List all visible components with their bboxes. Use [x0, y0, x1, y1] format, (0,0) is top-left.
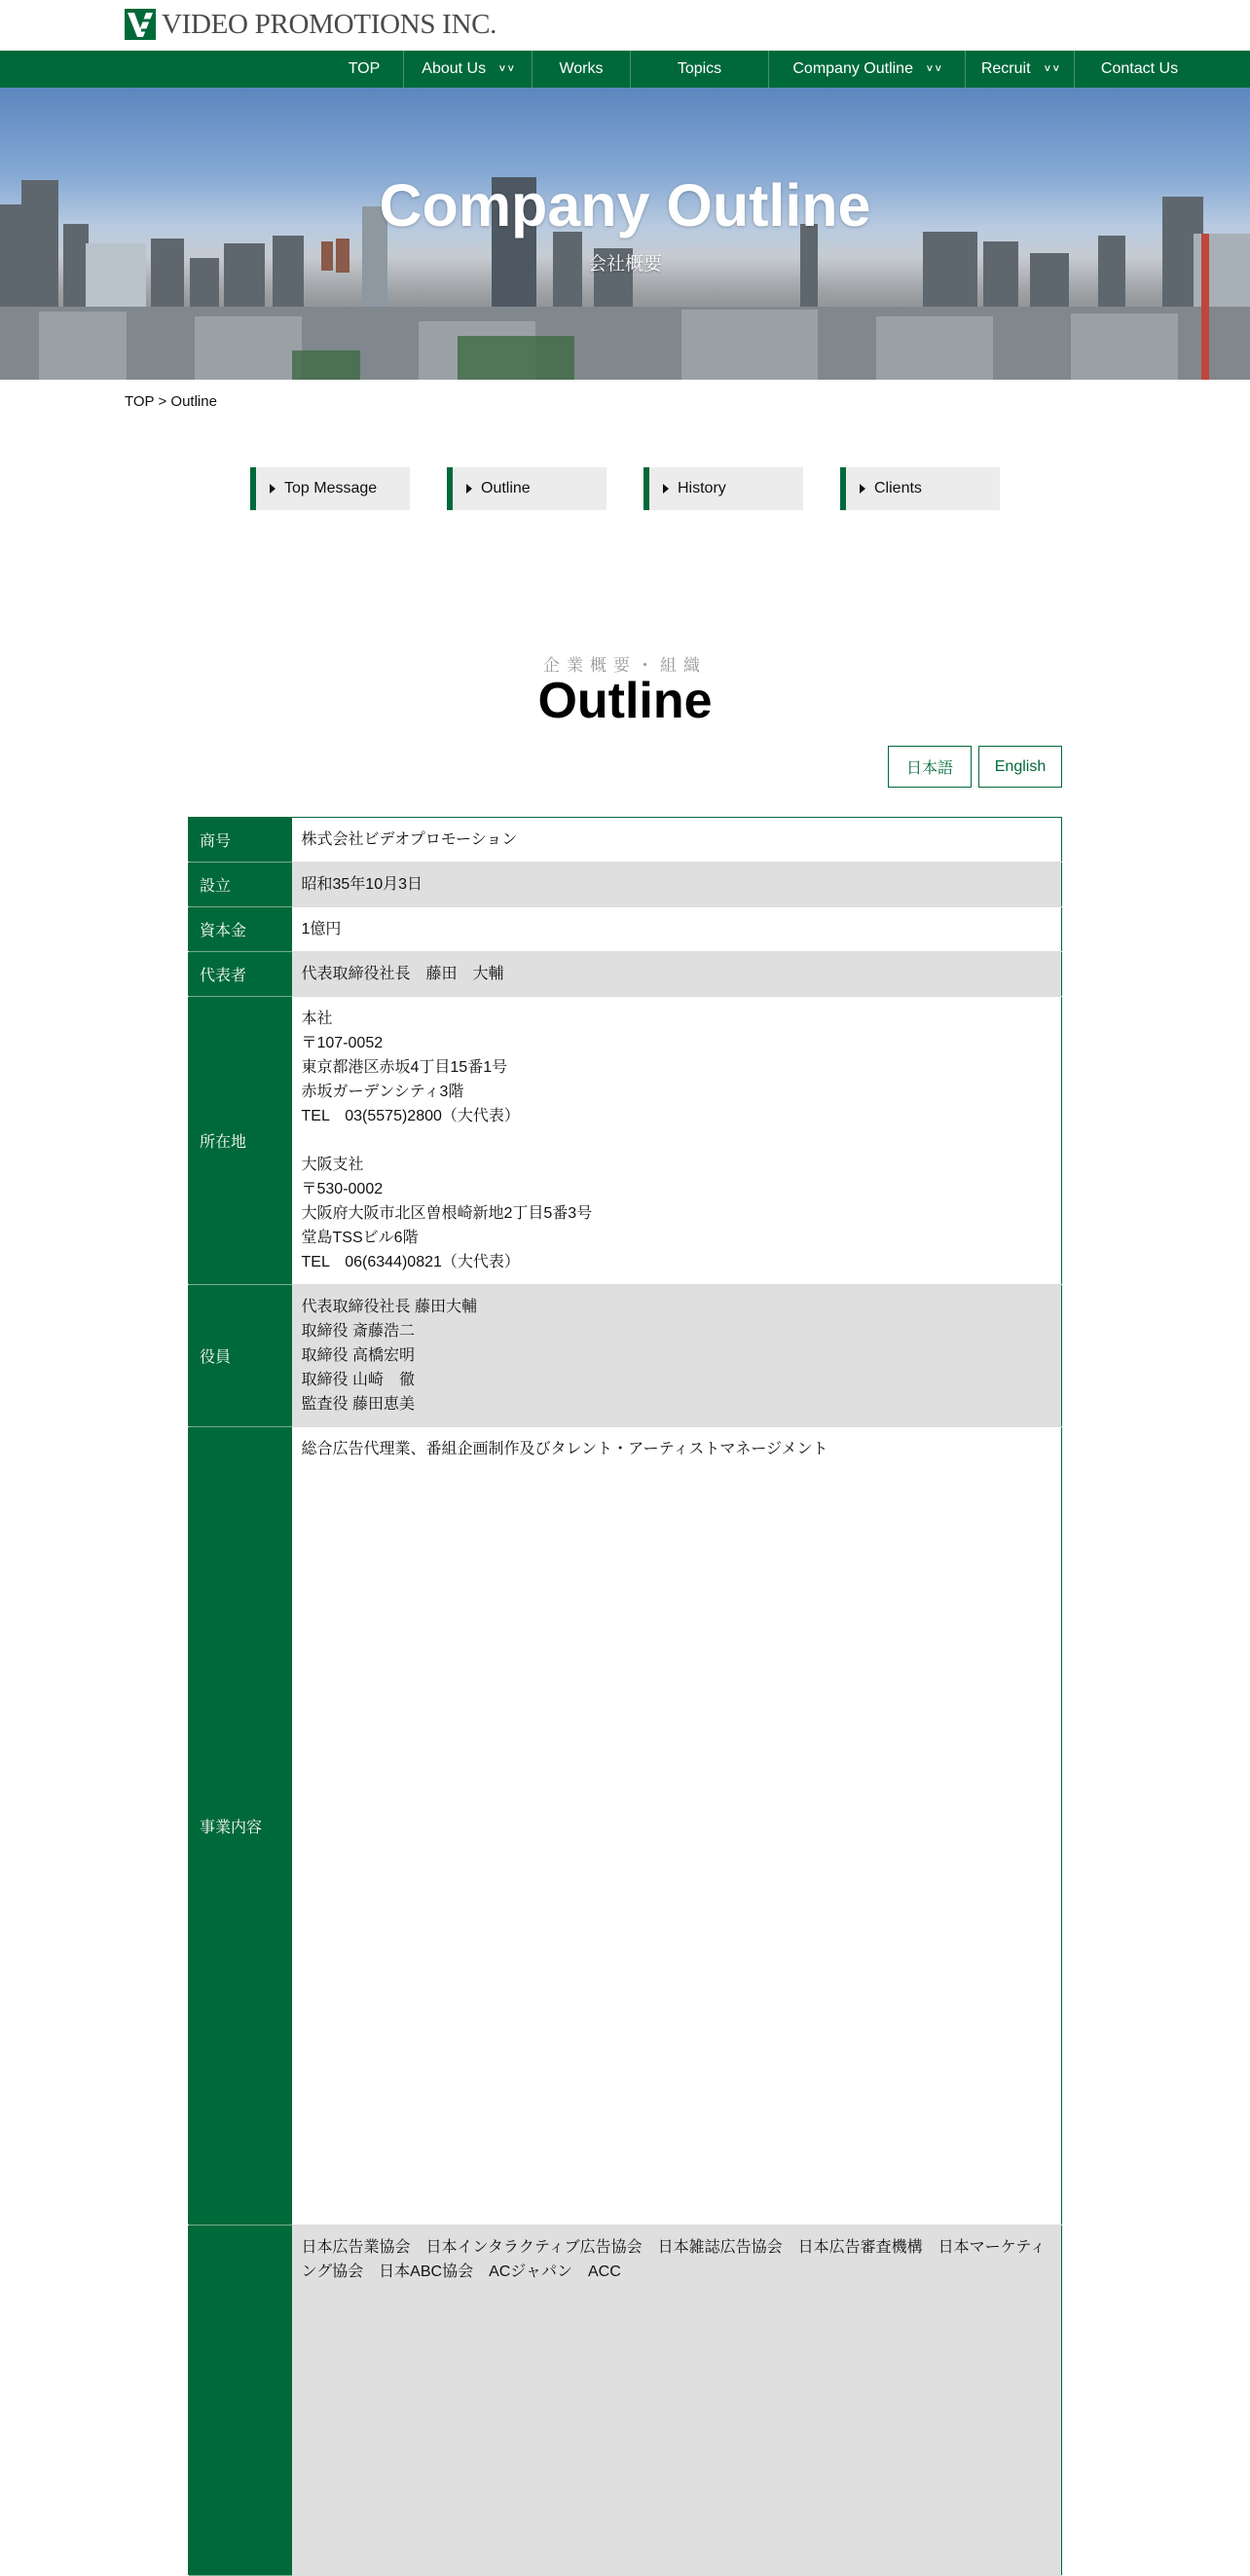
- triangle-right-icon: [663, 484, 669, 494]
- subnav-item-label: Top Message: [284, 480, 378, 497]
- nav-item-label: About Us: [422, 60, 487, 77]
- row-label: 役員: [189, 1285, 292, 1427]
- row-value: [292, 952, 1062, 997]
- nav-item-about-us[interactable]: [403, 51, 532, 88]
- subnav-item-history[interactable]: [643, 467, 803, 510]
- value-line: 〒530-0002: [301, 1181, 384, 1197]
- value-line: 監査役 藤田恵美: [301, 1396, 415, 1413]
- row-label: 商号: [189, 818, 292, 863]
- section-title: Outline: [537, 673, 713, 729]
- double-chevron-down-icon: ∨∨: [1043, 63, 1060, 74]
- hero-subtitle: 会社概要: [587, 254, 662, 275]
- row-value: [292, 907, 1062, 952]
- value-line: 大阪府大阪市北区曽根崎新地2丁目5番3号: [301, 1205, 593, 1222]
- row-value: [292, 2226, 1062, 2576]
- value-line: 〒107-0052: [301, 1035, 384, 1051]
- triangle-right-icon: [466, 484, 472, 494]
- value-line: 堂島TSSビル6階: [301, 1230, 419, 1246]
- double-chevron-down-icon: ∨∨: [925, 63, 943, 74]
- table-row: [189, 863, 1062, 907]
- row-label: 代表者: [189, 952, 292, 997]
- nav-item-works[interactable]: [532, 51, 630, 88]
- company-outline-table: [188, 817, 1062, 2576]
- row-value: [292, 863, 1062, 907]
- value-line: 日本広告業協会 日本インタラクティブ広告協会 日本雑誌広告協会 日本広告審査機構 日本マーケティング協会 日本ABC協会 ACジャパン ACC: [301, 2239, 1046, 2280]
- nav-item-label: Works: [559, 60, 604, 77]
- table-row: [189, 818, 1062, 863]
- subnav-item-label: Clients: [874, 480, 922, 497]
- breadcrumb-current: Outline: [170, 393, 217, 410]
- breadcrumb: [125, 393, 217, 410]
- row-label: [189, 2226, 292, 2576]
- triangle-right-icon: [860, 484, 865, 494]
- main-nav: [0, 51, 1250, 88]
- table-row: [189, 907, 1062, 952]
- value-line: 総合広告代理業、番組企画制作及びタレント・アーティストマネージメント: [301, 1441, 828, 1457]
- value-line: 大阪支社: [301, 1157, 364, 1173]
- row-label: 事業内容: [189, 1427, 292, 2226]
- language-japanese-button[interactable]: 日本語: [888, 746, 972, 788]
- breadcrumb-home-link[interactable]: TOP: [125, 393, 155, 410]
- value-line: 取締役 山崎 徹: [301, 1372, 415, 1388]
- subnav-item-outline[interactable]: [447, 467, 607, 510]
- row-label: 所在地: [189, 997, 292, 1285]
- subnav-item-clients[interactable]: [840, 467, 1000, 510]
- row-value: [292, 1427, 1062, 2226]
- table-row: [189, 2226, 1062, 2576]
- value-line: 昭和35年10月3日: [301, 876, 423, 893]
- site-logo[interactable]: [125, 9, 496, 40]
- table-row: [189, 1427, 1062, 2226]
- triangle-right-icon: [270, 484, 276, 494]
- value-line: 代表取締役社長 藤田大輔: [301, 1299, 477, 1315]
- outline-subnav: [0, 467, 1250, 510]
- breadcrumb-separator: >: [158, 393, 167, 410]
- subnav-item-top-message[interactable]: [250, 467, 410, 510]
- hero-banner: [0, 88, 1250, 380]
- table-row: [189, 997, 1062, 1285]
- value-line: 赤坂ガーデンシティ3階: [301, 1084, 464, 1100]
- row-value: [292, 1285, 1062, 1427]
- nav-item-top[interactable]: [325, 51, 403, 88]
- row-label: 資本金: [189, 907, 292, 952]
- nav-item-label: Company Outline: [792, 60, 913, 77]
- hero-title: Company Outline: [379, 172, 871, 239]
- logo-text: VIDEO PROMOTIONS INC.: [162, 9, 497, 40]
- value-line: 東京都港区赤坂4丁目15番1号: [301, 1059, 508, 1076]
- value-line: 取締役 斎藤浩二: [301, 1323, 415, 1340]
- nav-item-label: Contact Us: [1100, 60, 1179, 77]
- row-label: 設立: [189, 863, 292, 907]
- nav-item-recruit[interactable]: [965, 51, 1074, 88]
- nav-item-topics[interactable]: [630, 51, 768, 88]
- value-line: 取締役 高橋宏明: [301, 1347, 415, 1364]
- subnav-item-label: History: [678, 480, 726, 497]
- nav-item-label: TOP: [348, 60, 381, 77]
- nav-item-label: Recruit: [980, 60, 1031, 77]
- table-row: [189, 952, 1062, 997]
- double-chevron-down-icon: ∨∨: [497, 63, 516, 74]
- value-line: TEL 06(6344)0821（大代表）: [301, 1254, 520, 1270]
- logo-mark-icon: [125, 9, 156, 40]
- table-row: [189, 1285, 1062, 1427]
- value-line: 株式会社ビデオプロモーション: [301, 831, 518, 848]
- nav-item-company-outline[interactable]: [768, 51, 965, 88]
- value-line: 代表取締役社長 藤田 大輔: [301, 966, 504, 982]
- subnav-item-label: Outline: [481, 480, 531, 497]
- value-line: TEL 03(5575)2800（大代表）: [301, 1108, 520, 1124]
- nav-item-contact-us[interactable]: [1074, 51, 1204, 88]
- site-header: [0, 0, 1250, 51]
- row-value: [292, 997, 1062, 1285]
- row-value: [292, 818, 1062, 863]
- value-line: 本社: [301, 1011, 333, 1027]
- section-kicker: 企業概要・組織: [543, 656, 707, 675]
- nav-item-label: Topics: [677, 60, 722, 77]
- language-english-button[interactable]: English: [978, 746, 1062, 788]
- value-line: 1億円: [301, 921, 342, 938]
- value-spacer: [302, 1128, 1052, 1153]
